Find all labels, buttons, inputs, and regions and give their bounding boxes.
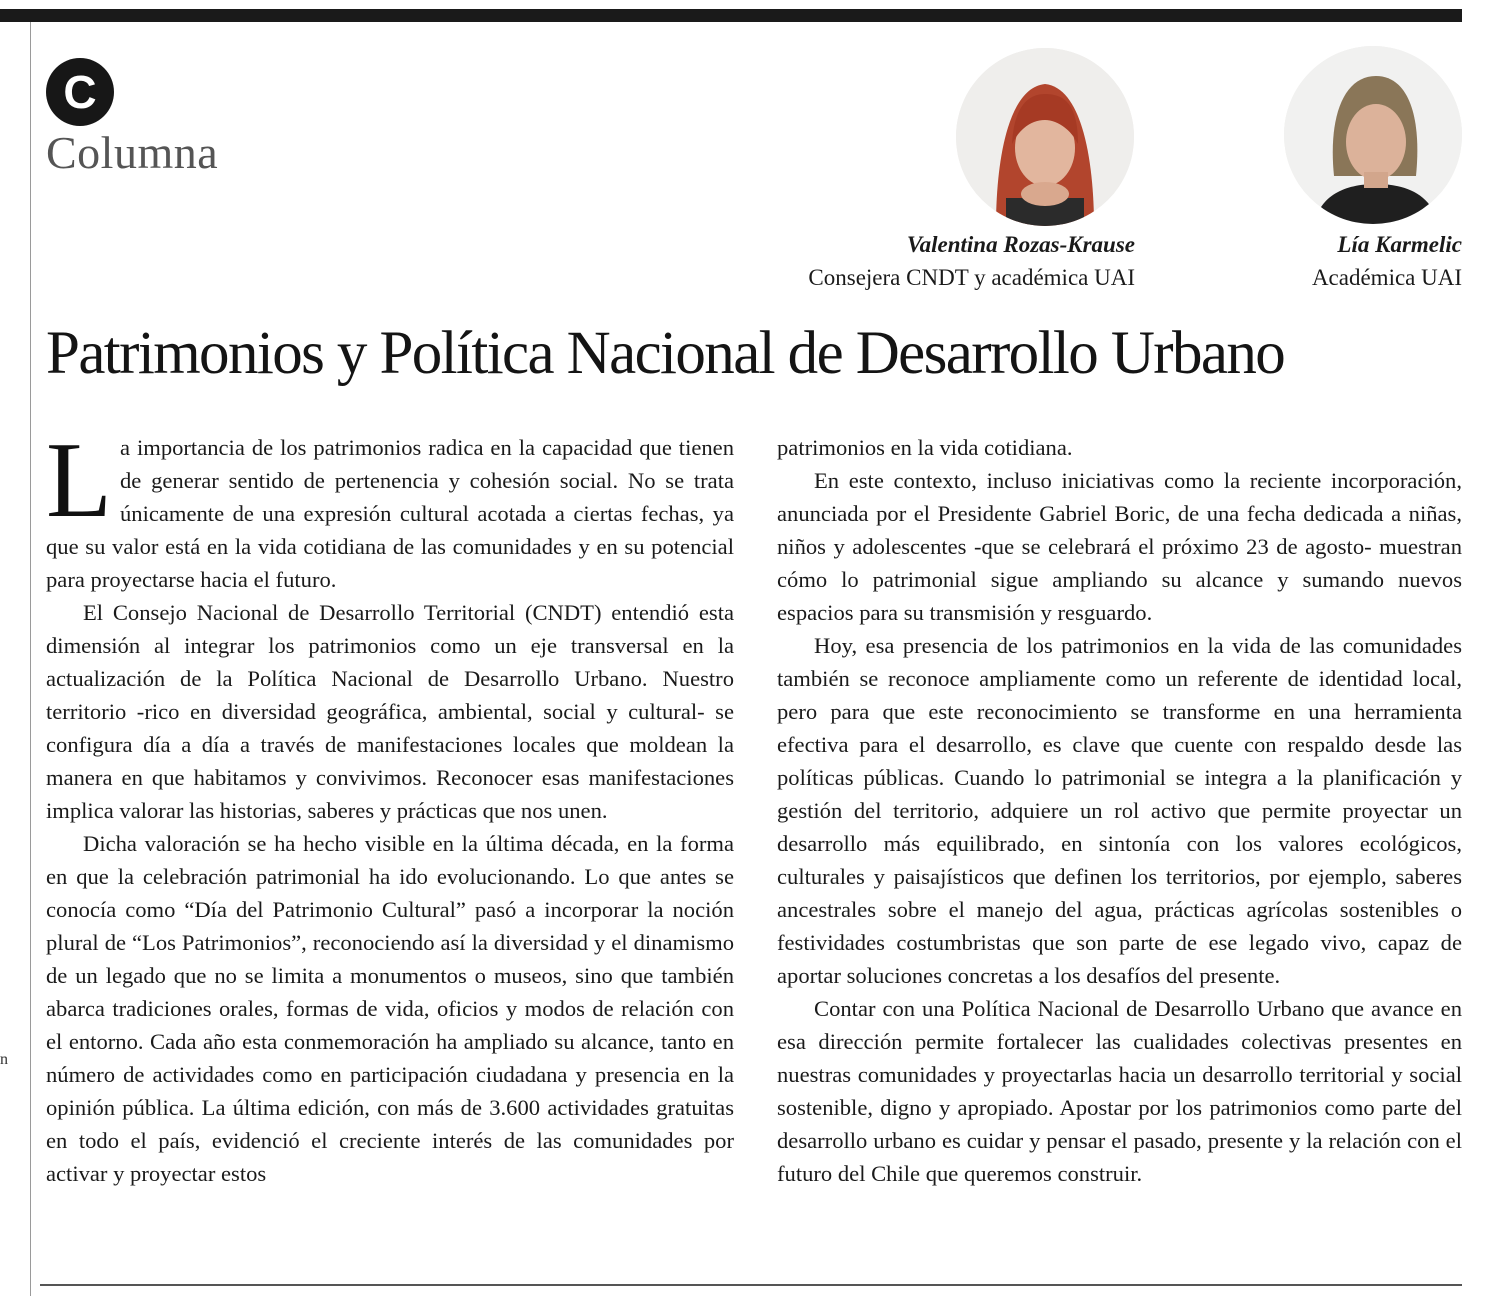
author-role-1: Consejera CNDT y académica UAI xyxy=(808,265,1135,290)
article-column-left xyxy=(46,421,734,1190)
bottom-rule xyxy=(40,1284,1462,1286)
paragraph-4: En este contexto, incluso iniciativas como la reciente incorporación, anunciada por el Presidente Gabriel Boric, de una fecha dedicada a niñas, niños y adolescentes -que se celebrará el próximo 23 de agosto- muestran cómo lo patrimonial sigue ampliando su alcance y sumando nuevos espacios para su transmisión y resguardo. xyxy=(777,468,1462,625)
paragraph-6: Contar con una Política Nacional de Desarrollo Urbano que avance en esa dirección permite fortalecer las cualidades colectivas presentes en nuestras comunidades y proyectarlas hacia un desarrollo territorial y social sostenible, digno y apropiado. Apostar por los patrimonios como parte del desarrollo urbano es cuidar y pensar el pasado, presente y la relación con el futuro del Chile que queremos construir. xyxy=(777,996,1462,1186)
author-name-1: Valentina Rozas-Krause xyxy=(906,232,1135,257)
paragraph-3-continued: patrimonios en la vida cotidiana. xyxy=(777,435,1073,460)
section-label: Columna xyxy=(46,127,219,178)
top-rule xyxy=(0,9,1462,22)
author-name-2: Lía Karmelic xyxy=(1337,232,1462,257)
paragraph-1 xyxy=(46,421,734,596)
article-column-right xyxy=(777,431,1462,1190)
author-photo-1 xyxy=(956,48,1134,226)
author-role-2: Académica UAI xyxy=(1311,265,1462,290)
paragraph-3: Dicha valoración se ha hecho visible en la última década, en la forma en que la celebración patrimonial ha ido evolucionando. Lo que antes se conocía como “Día del Patrimonio Cultural” pasó a incorporar la noción plural de “Los Patrimonios”, reconociendo así la diversidad y el dinamismo de un legado que no se limita a monumentos o museos, sino que también abarca tradiciones orales, formas de vida, oficios y modos de relación con el entorno. Cada año esta conmemoración ha ampliado su alcance, tanto en número de actividades como en participación ciudadana y presencia en la opinión pública. La última edición, con más de 3.600 actividades gratuitas en todo el país, evidenció el creciente interés de las comunidades por activar y proyectar estos xyxy=(46,831,734,1186)
section-badge: C xyxy=(46,58,114,126)
left-column-rule xyxy=(30,22,31,1296)
headline: Patrimonios y Política Nacional de Desarrollo Urbano xyxy=(46,320,1285,387)
edge-mark: n xyxy=(0,1051,8,1068)
author-portrait-1-icon xyxy=(956,48,1134,226)
paragraph-2: El Consejo Nacional de Desarrollo Territorial (CNDT) entendió esta dimensión al integrar los patrimonios como un eje transversal en la actualización de la Política Nacional de Desarrollo Urbano. Nuestro territorio -rico en diversidad geográfica, ambiental, social y cultural- se configura día a día a través de manifestaciones locales que moldean la manera en que habitamos y convivimos. Reconocer esas manifestaciones implica valorar las historias, saberes y prácticas que nos unen. xyxy=(46,600,734,823)
paragraph-5: Hoy, esa presencia de los patrimonios en la vida de las comunidades también se reconoce ampliamente como un referente de identidad local, pero para que este reconocimiento se transforme en una herramienta efectiva para el desarrollo, es clave que cuente con respaldo desde las políticas públicas. Cuando lo patrimonial se integra a la planificación y gestión del territorio, adquiere un rol activo que permite proyectar un desarrollo más equilibrado, en sintonía con los valores ecológicos, culturales y paisajísticos que definen los territorios, por ejemplo, saberes ancestrales sobre el manejo del agua, prácticas agrícolas sostenibles o festividades costumbristas que son parte de ese legado vivo, capaz de aportar soluciones concretas a los desafíos del presente. xyxy=(777,633,1462,988)
drop-cap: L xyxy=(46,421,112,540)
author-portrait-2-icon xyxy=(1284,46,1462,224)
paragraph-1-text: a importancia de los patrimonios radica en la capacidad que tienen de generar sentido de pertenencia y cohesión social. No se trata únicamente de una expresión cultural acotada a ciertas fechas, ya que su valor está en la vida cotidiana de las comunidades y en su potencial para proyectarse hacia el futuro. xyxy=(46,435,734,592)
author-photo-2 xyxy=(1284,46,1462,224)
